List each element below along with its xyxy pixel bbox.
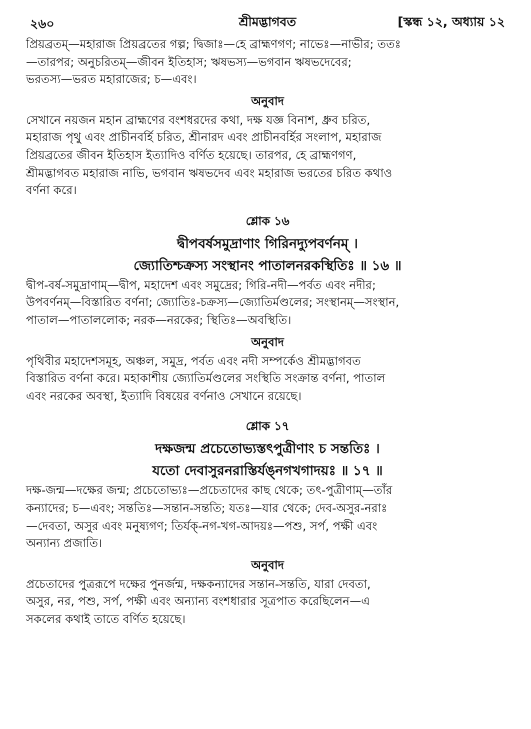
wordmeaning-line: ভরতস্য—ভরত মহারাজের; চ—এবং। (26, 72, 197, 87)
wordmeaning-block-17 (26, 482, 509, 552)
translation-line: মহারাজ পৃথু এবং প্রাচীনবর্হি চরিত, শ্রীনারদ এবং প্রাচীনবর্হির সংলাপ, মহারাজ (26, 130, 382, 145)
translation-line: প্রিয়ব্রতের জীবন ইতিহাস ইত্যাদিও বর্ণিত হয়েছে। তারপর, হে ব্রাহ্মণগণ, (26, 147, 357, 162)
page-number: ২৬০ (30, 16, 55, 31)
translation-line: সকলের কথাই তাতে বর্ণিত হয়েছে। (26, 611, 186, 626)
translation-line: শ্রীমদ্ভাগবত মহারাজ নাভি, ভগবান ঋষভদেব এবং মহারাজ ভরতের চরিত কথাও (26, 165, 393, 180)
translation-line: বর্ণনা করে। (26, 183, 77, 198)
verse-line: দক্ষজন্ম প্রচেতোভ্যস্তৎপুত্রীণাং চ সন্ততিঃ । (155, 441, 380, 458)
verse-line: দ্বীপবর্ষসমুদ্রাণাং গিরিনদ্যুপবর্ণনম্ । (177, 235, 358, 252)
verse-line: যতো দেবাসুরনরাস্তির্যঙ্নগখগাদয়ঃ ॥ ১৭ ॥ (152, 463, 383, 480)
translation-line: অসুর, নর, পশু, সর্প, পক্ষী এবং অন্যান্য বংশধারার সূত্রপাত করেছিলেন—এ (26, 594, 370, 609)
running-title: শ্রীমদ্ভাগবত (238, 14, 297, 29)
wordmeaning-line: প্রিয়ব্রতম্—মহারাজ প্রিয়ব্রতের গল্প; দ্বিজাঃ—হে ব্রাহ্মণগণ; নাভেঃ—নাভীর; ততঃ (26, 37, 401, 51)
translation-line: সেখানে নয়জন মহান ব্রাহ্মণের বংশধরদের কথা, দক্ষ যজ্ঞ বিনাশ, ধ্রুব চরিত, (26, 112, 371, 127)
verse-line: জ্যোতিশ্চক্রস্য সংস্থানং পাতালনরকস্থিতিঃ ॥ ১৬ ॥ (133, 257, 402, 274)
wordmeaning-line: উপবর্ণনম্—বিস্তারিত বর্ণনা; জ্যোতিঃ-চক্রস্য—জ্যোতির্মণ্ডলের; সংস্থানম্—সংস্থান, (26, 295, 400, 310)
translation-line: এবং নরকের অবস্থা, ইত্যাদি বিষয়ের বর্ণনাও সেখানে রয়েছে। (26, 388, 302, 403)
wordmeaning-block-15 (26, 36, 509, 89)
sloka-heading-17: শ্লোক ১৭ (245, 419, 290, 434)
wordmeaning-line: দ্বীপ-বর্ষ-সমুদ্রাণাম্—দ্বীপ, মহাদেশ এবং সমুদ্রের; গিরি-নদী—পর্বত এবং নদীর; (26, 277, 376, 292)
translation-17 (26, 576, 509, 629)
translation-heading: অনুবাদ (251, 334, 284, 349)
sloka-heading-16: শ্লোক ১৬ (245, 213, 290, 228)
translation-line: বিস্তারিত বর্ণনা করে। মহাকাশীয় জ্যোতির্মণ্ডলের সংস্থিতি সংক্রান্ত বর্ণনা, পাতাল (26, 371, 386, 386)
wordmeaning-line: —তারপর; অনুচরিতম্—জীবন ইতিহাস; ঋষভস্য—ভগবান ঋষভদেবের; (26, 54, 352, 69)
translation-16 (26, 353, 509, 406)
translation-line: পৃথিবীর মহাদেশসমূহ, অঞ্চল, সমুদ্র, পর্বত এবং নদী সম্পর্কেও শ্রীমদ্ভাগবত (26, 353, 361, 368)
translation-15 (26, 112, 509, 200)
page-header (26, 0, 509, 36)
wordmeaning-line: অন্যান্য প্রজাতি। (26, 536, 103, 551)
wordmeaning-line: কন্যাদের; চ—এবং; সন্ততিঃ—সন্তান-সন্ততি; যতঃ—যার থেকে; দেব-অসুর-নরাঃ (26, 500, 388, 515)
wordmeaning-line: —দেবতা, অসুর এবং মনুষ্যগণ; তির্যক্-নগ-খগ-আদয়ঃ—পশু, সর্প, পক্ষী এবং (26, 518, 378, 533)
wordmeaning-line: পাতাল—পাতাললোক; নরক—নরকের; স্থিতিঃ—অবস্থিতি। (26, 312, 292, 327)
section-reference: [স্কন্ধ ১২, অধ্যায় ১২ (397, 14, 505, 29)
translation-heading: অনুবাদ (251, 557, 284, 572)
wordmeaning-line: দক্ষ-জন্ম—দক্ষের জন্ম; প্রচেতোভ্যঃ—প্রচেতাদের কাছ থেকে; তৎ-পুত্রীণাম্—তাঁর (26, 483, 393, 498)
translation-heading: অনুবাদ (251, 93, 284, 108)
translation-line: প্রচেতাদের পুত্ররূপে দক্ষের পুনর্জন্ম, দক্ষকন্যাদের সন্তান-সন্ততি, যারা দেবতা, (26, 576, 371, 591)
wordmeaning-block-16 (26, 277, 509, 330)
